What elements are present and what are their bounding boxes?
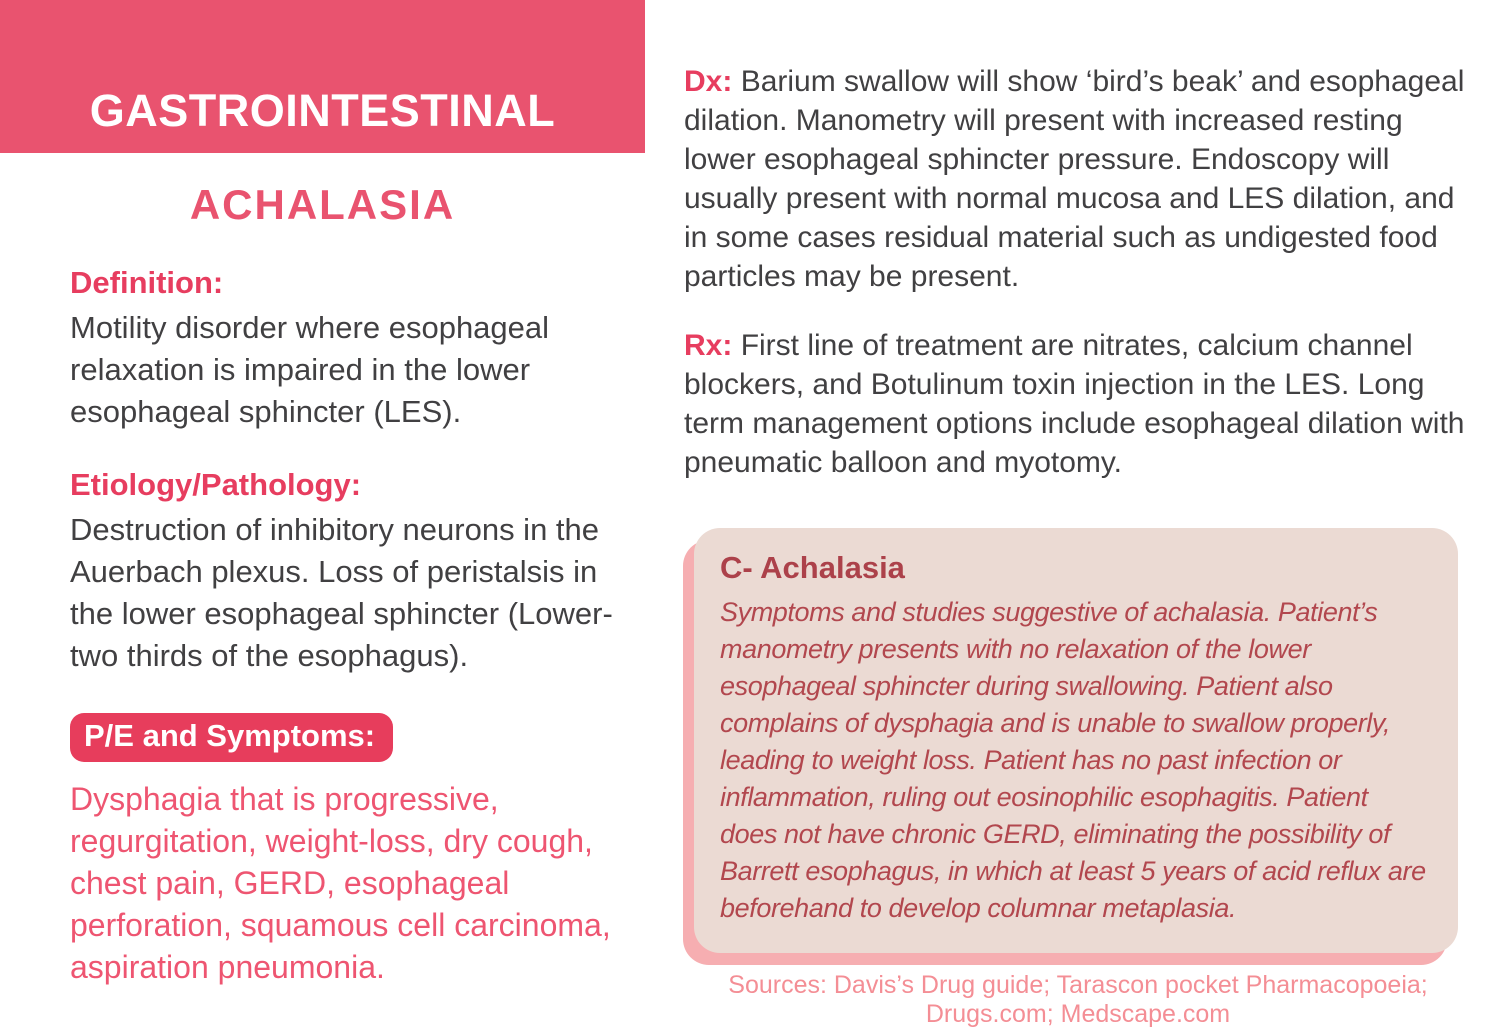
case-summary-box	[694, 528, 1458, 953]
symptoms-heading-label: P/E and Symptoms:	[84, 718, 376, 753]
sources-line: Sources: Davis’s Drug guide; Tarascon pocket Pharmacopoeia; Drugs.com; Medscape.com	[728, 971, 1428, 1028]
case-box-body: Symptoms and studies suggestive of achalasia. Patient’s manometry presents with no relaxation of the lower esophageal sphincter during swallowing. Patient also complains of dysphagia and is unable to swallow properly, leading to weight loss. Patient has no past infection or inflammation, ruling out eosinophilic esophagitis. Patient does not have chronic GERD, eliminating the possibility of Barrett esophagus, in which at least 5 years of acid reflux are beforehand to develop columnar metaplasia.	[720, 597, 1426, 923]
rx-paragraph	[684, 326, 1472, 482]
category-banner	[0, 0, 645, 153]
symptoms-heading-pill	[70, 713, 393, 762]
right-column	[645, 0, 1506, 1033]
dx-paragraph	[684, 62, 1472, 296]
rx-label: Rx:	[684, 329, 733, 362]
rx-body: First line of treatment are nitrates, calcium channel blockers, and Botulinum toxin injection in the LES. Long term management options include esophageal dilation with pneumatic balloon and myotomy.	[684, 329, 1465, 479]
definition-body: Motility disorder where esophageal relaxation is impaired in the lower esophageal sphincter (LES).	[70, 310, 550, 429]
dx-label: Dx:	[684, 65, 733, 98]
category-title: GASTROINTESTINAL	[89, 85, 556, 136]
etiology-body: Destruction of inhibitory neurons in the Auerbach plexus. Loss of peristalsis in the lower esophageal sphincter (Lower-two thirds of the esophagus).	[70, 512, 613, 673]
definition-heading: Definition:	[70, 265, 224, 300]
etiology-heading: Etiology/Pathology:	[70, 467, 362, 502]
symptoms-body: Dysphagia that is progressive, regurgitation, weight-loss, dry cough, chest pain, GERD, esophageal perforation, squamous cell carcinoma, aspiration pneumonia.	[70, 781, 611, 985]
page-title: ACHALASIA	[189, 181, 456, 228]
dx-body: Barium swallow will show ‘bird’s beak’ and esophageal dilation. Manometry will present with increased resting lower esophageal sphincter pressure. Endoscopy will usually present with normal mucosa and LES dilation, and in some cases residual material such as undigested food particles may be present.	[684, 65, 1465, 293]
left-content	[0, 265, 645, 988]
case-box-heading: C- Achalasia	[720, 550, 905, 585]
left-column	[0, 0, 645, 1033]
